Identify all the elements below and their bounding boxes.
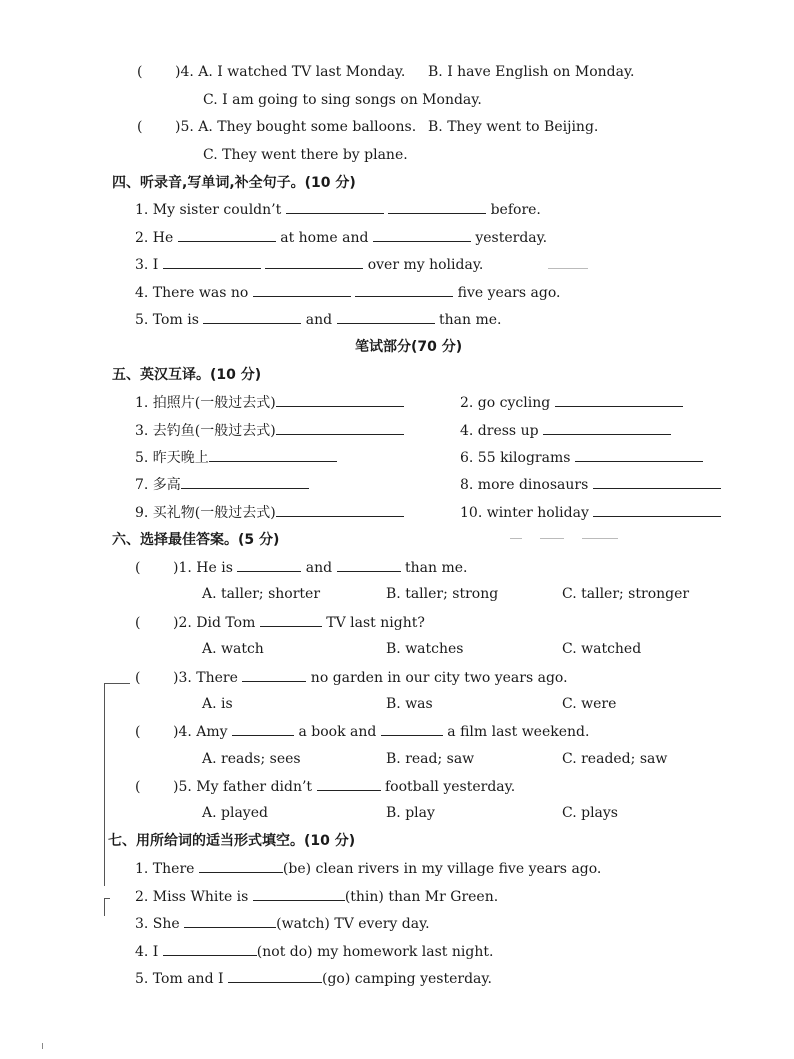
- s6-q4: ( )4. Amy a book and a film last weekend.: [135, 721, 589, 742]
- s6-q1-option-a: A. taller; shorter: [202, 586, 321, 602]
- answer-blank[interactable]: [276, 420, 404, 435]
- answer-blank[interactable]: [260, 612, 322, 627]
- s6-q4-option-b: B. read; saw: [386, 751, 475, 767]
- answer-blank[interactable]: [286, 199, 384, 214]
- s4-item-3: 3. I over my holiday.: [135, 254, 483, 275]
- s6-q3: ( )3. There no garden in our city two years ago.: [135, 667, 568, 688]
- answer-blank[interactable]: [337, 557, 401, 572]
- s6-q5-option-b: B. play: [386, 805, 435, 821]
- answer-blank[interactable]: [276, 392, 404, 407]
- s5-left-7: 7. 多高: [135, 474, 309, 495]
- q3-5-line: ( )5. A. They bought some balloons.: [137, 119, 417, 135]
- answer-blank[interactable]: [337, 309, 435, 324]
- answer-blank[interactable]: [253, 282, 351, 297]
- section-7-title: 七、用所给词的适当形式填空。(10 分): [108, 833, 356, 849]
- decorative-dash: [540, 538, 564, 539]
- answer-blank[interactable]: [388, 199, 486, 214]
- answer-blank[interactable]: [242, 667, 306, 682]
- s6-q1: ( )1. He is and than me.: [135, 557, 468, 578]
- s5-right-4: 4. dress up: [460, 420, 671, 441]
- decorative-dash: [548, 268, 588, 269]
- scan-bracket-mark: [104, 898, 105, 916]
- decorative-dash: [582, 538, 618, 539]
- answer-blank[interactable]: [199, 858, 283, 873]
- s6-q5-option-c: C. plays: [562, 805, 618, 821]
- s5-right-6: 6. 55 kilograms: [460, 447, 703, 468]
- answer-blank[interactable]: [163, 254, 261, 269]
- answer-blank[interactable]: [593, 474, 721, 489]
- s6-q5-option-a: A. played: [202, 805, 268, 821]
- s6-q2-option-a: A. watch: [202, 641, 264, 657]
- section-6-title: 六、选择最佳答案。(5 分): [112, 532, 280, 548]
- answer-blank[interactable]: [181, 474, 309, 489]
- s6-q1-option-b: B. taller; strong: [386, 586, 499, 602]
- answer-blank[interactable]: [232, 721, 294, 736]
- s7-item-2: 2. Miss White is (thin) than Mr Green.: [135, 886, 498, 907]
- answer-blank[interactable]: [381, 721, 443, 736]
- answer-blank[interactable]: [276, 502, 404, 517]
- s6-q3-option-b: B. was: [386, 696, 433, 712]
- s7-item-3: 3. She (watch) TV every day.: [135, 913, 430, 934]
- section-5-title: 五、英汉互译。(10 分): [112, 367, 262, 383]
- answer-blank[interactable]: [355, 282, 453, 297]
- answer-blank[interactable]: [237, 557, 301, 572]
- s5-right-2: 2. go cycling: [460, 392, 683, 413]
- s5-left-9: 9. 买礼物(一般过去式): [135, 502, 404, 523]
- s6-q2-option-b: B. watches: [386, 641, 464, 657]
- s7-item-5: 5. Tom and I (go) camping yesterday.: [135, 968, 492, 989]
- answer-blank[interactable]: [184, 913, 276, 928]
- s6-q2: ( )2. Did Tom TV last night?: [135, 612, 425, 633]
- s4-item-1: 1. My sister couldn’t before.: [135, 199, 541, 220]
- q3-4-option-b: B. I have English on Monday.: [428, 64, 635, 80]
- s5-left-3: 3. 去钓鱼(一般过去式): [135, 420, 404, 441]
- s6-q3-option-a: A. is: [202, 696, 233, 712]
- s6-q4-option-a: A. reads; sees: [202, 751, 301, 767]
- answer-blank[interactable]: [543, 420, 671, 435]
- q3-5-option-b: B. They went to Beijing.: [428, 119, 599, 135]
- answer-blank[interactable]: [228, 968, 322, 983]
- s4-item-2: 2. He at home and yesterday.: [135, 227, 547, 248]
- s5-right-8: 8. more dinosaurs: [460, 474, 721, 495]
- s5-right-10: 10. winter holiday: [460, 502, 721, 523]
- answer-blank[interactable]: [593, 502, 721, 517]
- s6-q4-option-c: C. readed; saw: [562, 751, 668, 767]
- answer-blank[interactable]: [575, 447, 703, 462]
- answer-blank[interactable]: [253, 886, 345, 901]
- s6-q2-option-c: C. watched: [562, 641, 642, 657]
- s5-left-1: 1. 拍照片(一般过去式): [135, 392, 404, 413]
- q3-4-line: ( )4. A. I watched TV last Monday.: [137, 64, 406, 80]
- section-4-title: 四、听录音,写单词,补全句子。(10 分): [112, 175, 356, 191]
- written-part-title: 笔试部分(70 分): [355, 339, 463, 355]
- s6-q5: ( )5. My father didn’t football yesterday.: [135, 776, 515, 797]
- q3-5-option-c: C. They went there by plane.: [203, 147, 408, 163]
- answer-blank[interactable]: [203, 309, 301, 324]
- scan-bracket-mark: [104, 898, 110, 899]
- scan-bracket-mark: [104, 791, 105, 886]
- s6-q3-option-c: C. were: [562, 696, 617, 712]
- answer-blank[interactable]: [163, 941, 257, 956]
- answer-blank[interactable]: [373, 227, 471, 242]
- answer-blank[interactable]: [209, 447, 337, 462]
- s4-item-4: 4. There was no five years ago.: [135, 282, 560, 303]
- scan-speck: [42, 1043, 43, 1049]
- scan-bracket-mark: [104, 683, 130, 684]
- answer-blank[interactable]: [317, 776, 381, 791]
- q3-4-option-c: C. I am going to sing songs on Monday.: [203, 92, 482, 108]
- s7-item-4: 4. I (not do) my homework last night.: [135, 941, 493, 962]
- s7-item-1: 1. There (be) clean rivers in my village five years ago.: [135, 858, 601, 879]
- s4-item-5: 5. Tom is and than me.: [135, 309, 501, 330]
- scan-bracket-mark: [104, 683, 105, 793]
- answer-blank[interactable]: [265, 254, 363, 269]
- s6-q1-option-c: C. taller; stronger: [562, 586, 690, 602]
- s5-left-5: 5. 昨天晚上: [135, 447, 337, 468]
- answer-blank[interactable]: [555, 392, 683, 407]
- decorative-dash: [510, 538, 522, 539]
- answer-blank[interactable]: [178, 227, 276, 242]
